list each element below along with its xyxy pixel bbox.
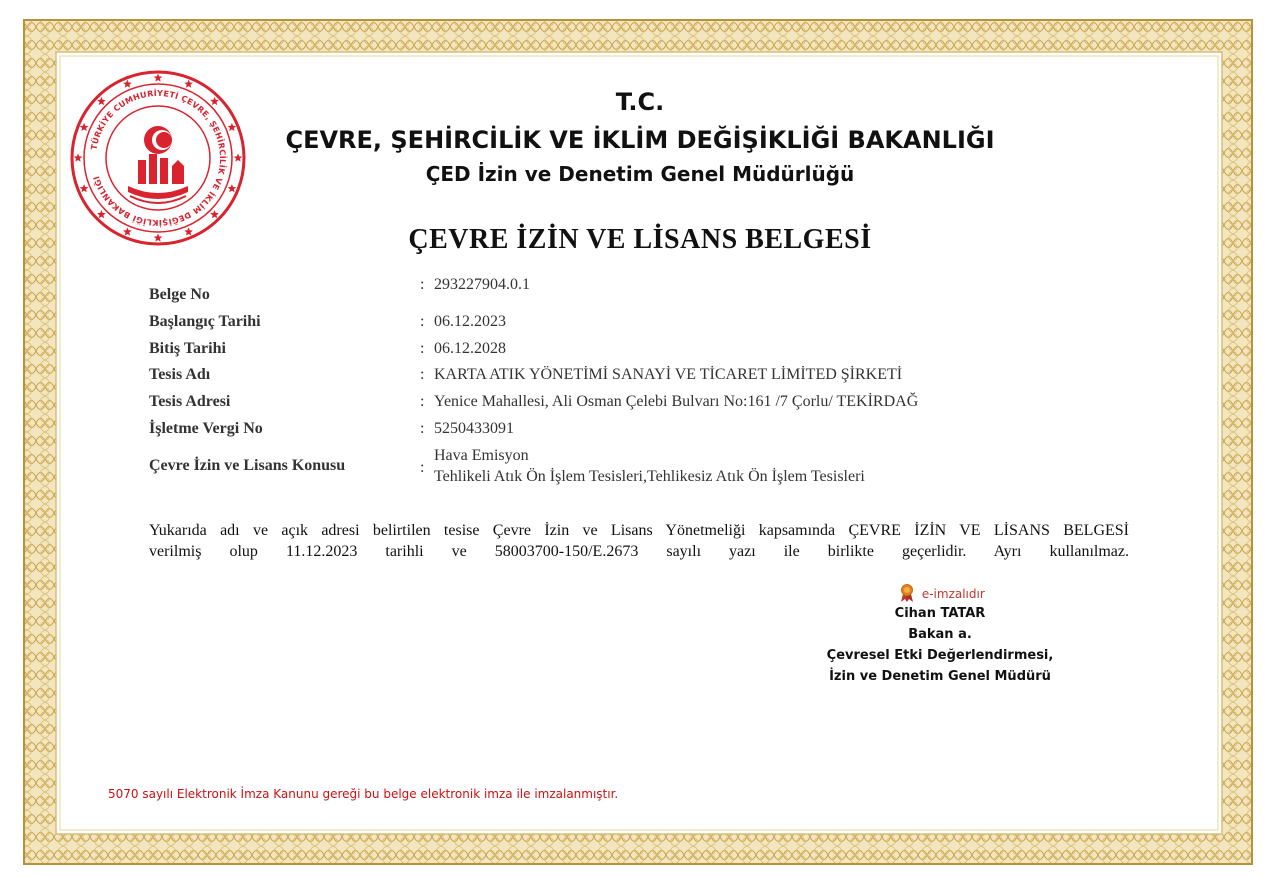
- field-label-facility-name: Tesis Adı: [149, 366, 211, 383]
- field-colon: :: [420, 276, 425, 293]
- field-label-end-date: Bitiş Tarihi: [149, 340, 226, 357]
- field-value-license-subject-1: Hava Emisyon: [434, 447, 529, 464]
- field-label-belge-no: Belge No: [149, 286, 210, 303]
- seal-star: [123, 80, 132, 88]
- esign-law-note: 5070 sayılı Elektronik İmza Kanunu gereği bu belge elektronik imza ile imzalanmıştır.: [108, 787, 619, 801]
- field-value-license-subject-2: Tehlikeli Atık Ön İşlem Tesisleri,Tehlikesiz Atık Ön İşlem Tesisleri: [434, 468, 865, 485]
- field-value-belge-no: 293227904.0.1: [434, 276, 530, 293]
- paragraph-line-2: verilmiş olup 11.12.2023 tarihli ve 58003700-150/E.2673 sayılı yazı ile birlikte geçerlidir. Ayrı kullanılmaz.: [149, 543, 1129, 560]
- validity-paragraph: [149, 520, 1129, 562]
- header-department: ÇED İzin ve Denetim Genel Müdürlüğü: [425, 162, 855, 186]
- field-colon: :: [420, 459, 425, 476]
- field-colon: :: [420, 393, 425, 410]
- field-colon: :: [420, 366, 425, 383]
- field-label-license-subject: Çevre İzin ve Lisans Konusu: [149, 457, 346, 474]
- seal-ring-text: TÜRKİYE CUMHURİYETİ ÇEVRE, ŞEHİRCİLİK VE İKLİM DEĞİŞİKLİĞİ BAKANLIĞI: [89, 88, 228, 228]
- field-value-end-date: 06.12.2028: [434, 340, 506, 357]
- esign-label: e-imzalıdır: [921, 587, 985, 601]
- field-label-facility-address: Tesis Adresi: [149, 393, 231, 410]
- seal-star: [154, 74, 163, 82]
- field-value-tax-no: 5250433091: [434, 420, 514, 437]
- field-colon: :: [420, 340, 425, 357]
- seal-star: [210, 210, 219, 218]
- seal-star: [234, 154, 243, 162]
- field-colon: :: [420, 420, 425, 437]
- field-value-facility-name: KARTA ATIK YÖNETİMİ SANAYİ VE TİCARET LİMİTED ŞİRKETİ: [434, 366, 903, 383]
- field-label-start-date: Başlangıç Tarihi: [149, 313, 261, 330]
- signer-on-behalf: Bakan a.: [908, 627, 972, 642]
- signer-title-line-2: İzin ve Denetim Genel Müdürü: [829, 669, 1051, 684]
- header-tc: T.C.: [615, 88, 665, 116]
- field-label-tax-no: İşletme Vergi No: [149, 420, 263, 437]
- field-value-start-date: 06.12.2023: [434, 313, 506, 330]
- seal-star: [184, 80, 193, 88]
- award-ribbon-icon: [900, 584, 914, 605]
- signer-title-line-1: Çevresel Etki Değerlendirmesi,: [826, 648, 1054, 663]
- field-colon: :: [420, 313, 425, 330]
- document-title: ÇEVRE İZİN VE LİSANS BELGESİ: [408, 224, 872, 255]
- esign-badge: [900, 584, 985, 605]
- paragraph-line-1: Yukarıda adı ve açık adresi belirtilen tesise Çevre İzin ve Lisans Yönetmeliği kapsamında ÇEVRE İZİN VE LİSANS BELGESİ: [149, 522, 1129, 539]
- signer-name: Cihan TATAR: [894, 606, 986, 621]
- field-value-facility-address: Yenice Mahallesi, Ali Osman Çelebi Bulvarı No:161 /7 Çorlu/ TEKİRDAĞ: [434, 393, 919, 410]
- seal-star: [97, 210, 106, 218]
- header-ministry: ÇEVRE, ŞEHİRCİLİK VE İKLİM DEĞİŞİKLİĞİ BAKANLIĞI: [285, 126, 995, 154]
- seal-star: [74, 154, 83, 162]
